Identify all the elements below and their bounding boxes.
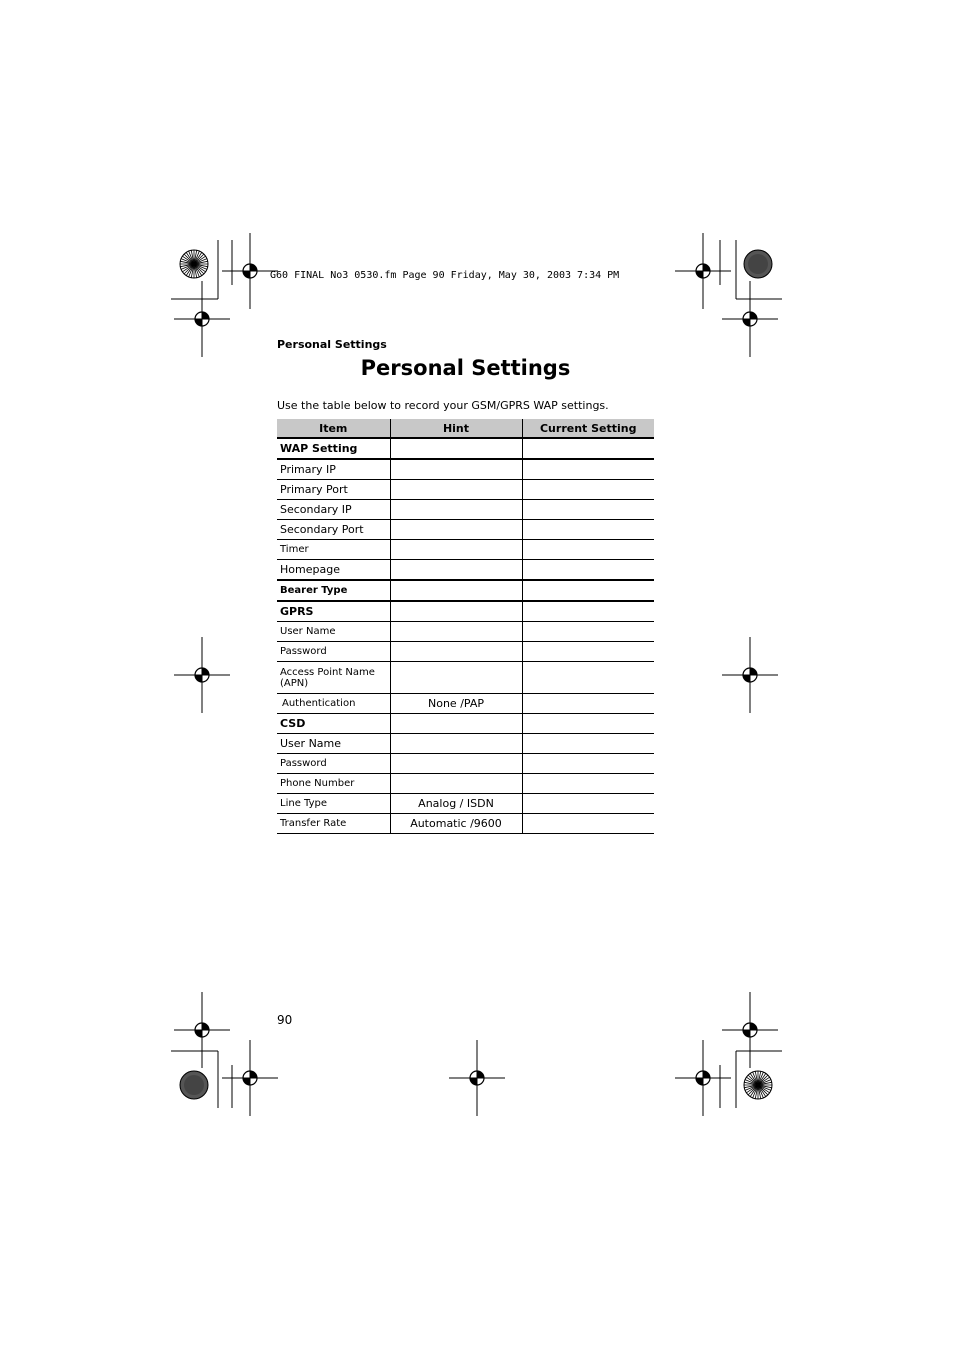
item-cell: Bearer Type	[277, 580, 390, 601]
hint-cell	[390, 500, 522, 520]
current-setting-cell[interactable]	[522, 794, 654, 814]
hint-cell	[390, 714, 522, 734]
hint-cell	[390, 662, 522, 694]
table-row	[277, 540, 654, 560]
item-cell: GPRS	[277, 601, 390, 622]
column-header-hint: Hint	[390, 419, 522, 438]
document-slug: G60 FINAL No3 0530.fm Page 90 Friday, May 30, 2003 7:34 PM	[270, 270, 620, 281]
item-cell: Transfer Rate	[277, 814, 390, 834]
page-number: 90	[277, 1013, 293, 1027]
table-header-row	[277, 419, 654, 438]
current-setting-cell[interactable]	[522, 714, 654, 734]
table-row	[277, 734, 654, 754]
hint-cell	[390, 754, 522, 774]
item-cell: WAP Setting	[277, 438, 390, 459]
table-row	[277, 580, 654, 601]
current-setting-cell[interactable]	[522, 601, 654, 622]
hint-cell	[390, 560, 522, 581]
table-row	[277, 459, 654, 480]
hint-cell	[390, 520, 522, 540]
current-setting-cell[interactable]	[522, 622, 654, 642]
table-row	[277, 480, 654, 500]
item-cell: Password	[277, 754, 390, 774]
current-setting-cell[interactable]	[522, 580, 654, 601]
current-setting-cell[interactable]	[522, 694, 654, 714]
table-row	[277, 662, 654, 694]
current-setting-cell[interactable]	[522, 734, 654, 754]
item-cell: Primary Port	[277, 480, 390, 500]
table-row	[277, 794, 654, 814]
hint-cell	[390, 642, 522, 662]
intro-text: Use the table below to record your GSM/GPRS WAP settings.	[277, 399, 609, 412]
current-setting-cell[interactable]	[522, 438, 654, 459]
table-row	[277, 560, 654, 581]
item-cell: Secondary Port	[277, 520, 390, 540]
column-header-current-setting: Current Setting	[522, 419, 654, 438]
hint-cell	[390, 438, 522, 459]
hint-cell	[390, 459, 522, 480]
current-setting-cell[interactable]	[522, 814, 654, 834]
settings-table	[277, 419, 654, 834]
item-cell: Password	[277, 642, 390, 662]
hint-cell	[390, 480, 522, 500]
hint-cell: None /PAP	[390, 694, 522, 714]
hint-cell	[390, 774, 522, 794]
current-setting-cell[interactable]	[522, 480, 654, 500]
current-setting-cell[interactable]	[522, 774, 654, 794]
table-row	[277, 438, 654, 459]
hint-cell: Automatic /9600	[390, 814, 522, 834]
table-row	[277, 694, 654, 714]
table-row	[277, 520, 654, 540]
hint-cell	[390, 622, 522, 642]
hint-cell	[390, 601, 522, 622]
current-setting-cell[interactable]	[522, 540, 654, 560]
running-head: Personal Settings	[277, 338, 387, 351]
current-setting-cell[interactable]	[522, 520, 654, 540]
item-cell: Secondary IP	[277, 500, 390, 520]
table-row	[277, 642, 654, 662]
hint-cell	[390, 734, 522, 754]
current-setting-cell[interactable]	[522, 459, 654, 480]
current-setting-cell[interactable]	[522, 500, 654, 520]
hint-cell	[390, 540, 522, 560]
item-cell: CSD	[277, 714, 390, 734]
table-row	[277, 714, 654, 734]
item-cell: Access Point Name (APN)	[277, 662, 390, 694]
current-setting-cell[interactable]	[522, 642, 654, 662]
table-row	[277, 622, 654, 642]
hint-cell	[390, 580, 522, 601]
table-row	[277, 774, 654, 794]
table-row	[277, 601, 654, 622]
item-cell: User Name	[277, 622, 390, 642]
table-row	[277, 754, 654, 774]
hint-cell: Analog / ISDN	[390, 794, 522, 814]
current-setting-cell[interactable]	[522, 662, 654, 694]
item-cell: Authentication	[277, 694, 390, 714]
item-cell: Line Type	[277, 794, 390, 814]
item-cell: Phone Number	[277, 774, 390, 794]
table-row	[277, 814, 654, 834]
current-setting-cell[interactable]	[522, 754, 654, 774]
item-cell: Homepage	[277, 560, 390, 581]
current-setting-cell[interactable]	[522, 560, 654, 581]
page-title: Personal Settings	[360, 356, 571, 380]
item-cell: User Name	[277, 734, 390, 754]
item-cell: Primary IP	[277, 459, 390, 480]
table-row	[277, 500, 654, 520]
item-cell: Timer	[277, 540, 390, 560]
column-header-item: Item	[277, 419, 390, 438]
